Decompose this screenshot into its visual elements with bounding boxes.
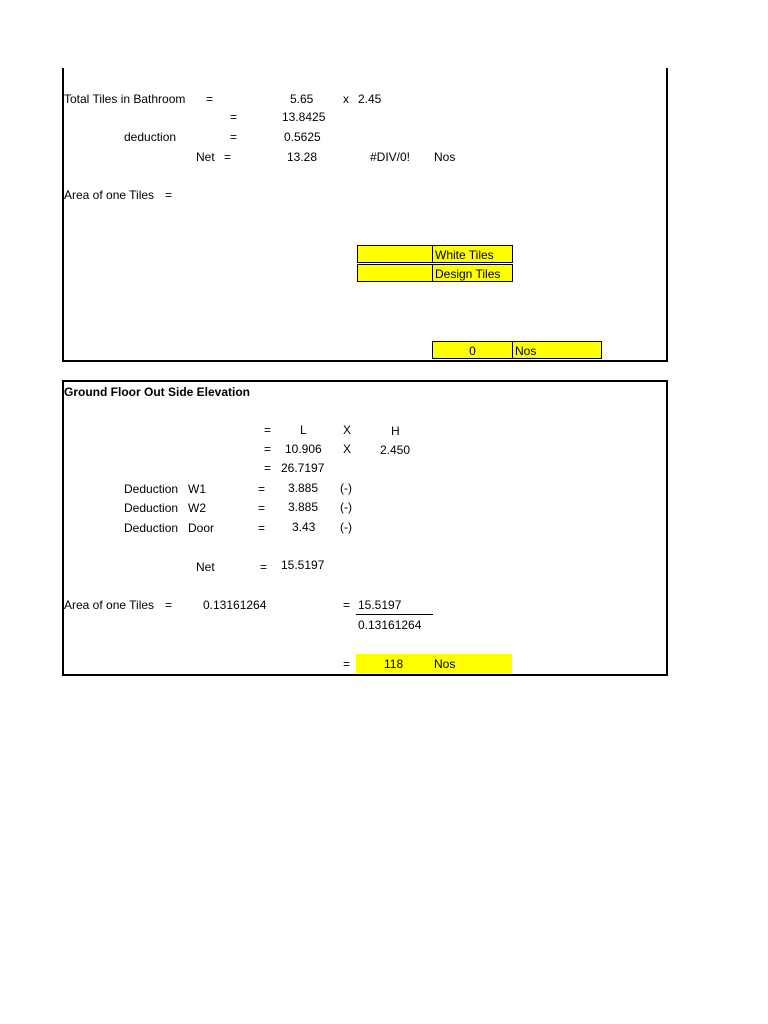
equals-sign: = — [343, 657, 351, 671]
area-value: 0.13161264 — [203, 598, 267, 612]
net-label: Net — [196, 150, 215, 164]
height-value: 2.45 — [358, 92, 382, 106]
times-sign: x — [343, 92, 349, 106]
product-value: 13.8425 — [282, 110, 326, 124]
area-of-one-tile-label: Area of one Tiles — [64, 598, 155, 612]
equals-sign: = — [230, 130, 238, 144]
deduction-value: 0.5625 — [284, 130, 321, 144]
deduction-label: Deduction — [124, 501, 179, 515]
equals-sign: = — [258, 521, 266, 535]
deduction-label: Deduction — [124, 482, 179, 496]
header-h: H — [391, 424, 400, 438]
white-tiles-label: White Tiles — [432, 245, 513, 263]
equals-sign: = — [224, 150, 232, 164]
product-value: 26.7197 — [281, 461, 325, 475]
deduction-sign: (-) — [340, 500, 352, 514]
fraction-numerator: 15.5197 — [358, 598, 402, 612]
equals-sign: = — [264, 423, 272, 437]
equals-sign: = — [165, 598, 173, 612]
result-unit: Nos — [434, 657, 456, 671]
equals-sign: = — [258, 482, 266, 496]
white-tiles-swatch — [357, 245, 433, 263]
result-value: 0 — [432, 341, 513, 359]
equals-sign: = — [260, 560, 268, 574]
header-x: X — [343, 423, 352, 437]
equals-sign: = — [230, 110, 238, 124]
deduction-value: 3.43 — [292, 520, 316, 534]
result-value: 118 — [384, 657, 404, 671]
deduction-label: Deduction — [124, 521, 179, 535]
header-l: L — [300, 423, 307, 437]
equals-sign: = — [264, 461, 272, 475]
equals-sign: = — [258, 501, 266, 515]
length-value: 10.906 — [285, 442, 322, 456]
section-title: Ground Floor Out Side Elevation — [64, 385, 251, 399]
deduction-sign: (-) — [340, 481, 352, 495]
deduction-value: 3.885 — [288, 481, 319, 495]
deduction-value: 3.885 — [288, 500, 319, 514]
height-value: 2.450 — [380, 443, 411, 457]
equals-sign: = — [343, 598, 351, 612]
equals-sign: = — [264, 442, 272, 456]
fraction-bar — [356, 614, 433, 615]
deduction-sign: (-) — [340, 520, 352, 534]
deduction-label: deduction — [124, 130, 177, 144]
equals-sign: = — [165, 188, 173, 202]
bathroom-tiles-section — [62, 68, 668, 362]
fraction-denominator: 0.13161264 — [358, 618, 422, 632]
equals-sign: = — [206, 92, 214, 106]
design-tiles-swatch — [357, 264, 433, 282]
result-unit: Nos — [512, 341, 602, 359]
deduction-item: W1 — [188, 482, 206, 496]
net-value: 13.28 — [287, 150, 318, 164]
area-of-one-tile-label: Area of one Tiles — [64, 188, 155, 202]
unit-label: Nos — [434, 150, 456, 164]
deduction-item: Door — [188, 521, 215, 535]
total-tiles-label: Total Tiles in Bathroom — [64, 92, 186, 106]
deduction-item: W2 — [188, 501, 206, 515]
error-value: #DIV/0! — [370, 150, 411, 164]
length-value: 5.65 — [290, 92, 314, 106]
design-tiles-label: Design Tiles — [432, 264, 513, 282]
net-label: Net — [196, 560, 215, 574]
net-value: 15.5197 — [281, 558, 325, 572]
times-sign: X — [343, 442, 352, 456]
